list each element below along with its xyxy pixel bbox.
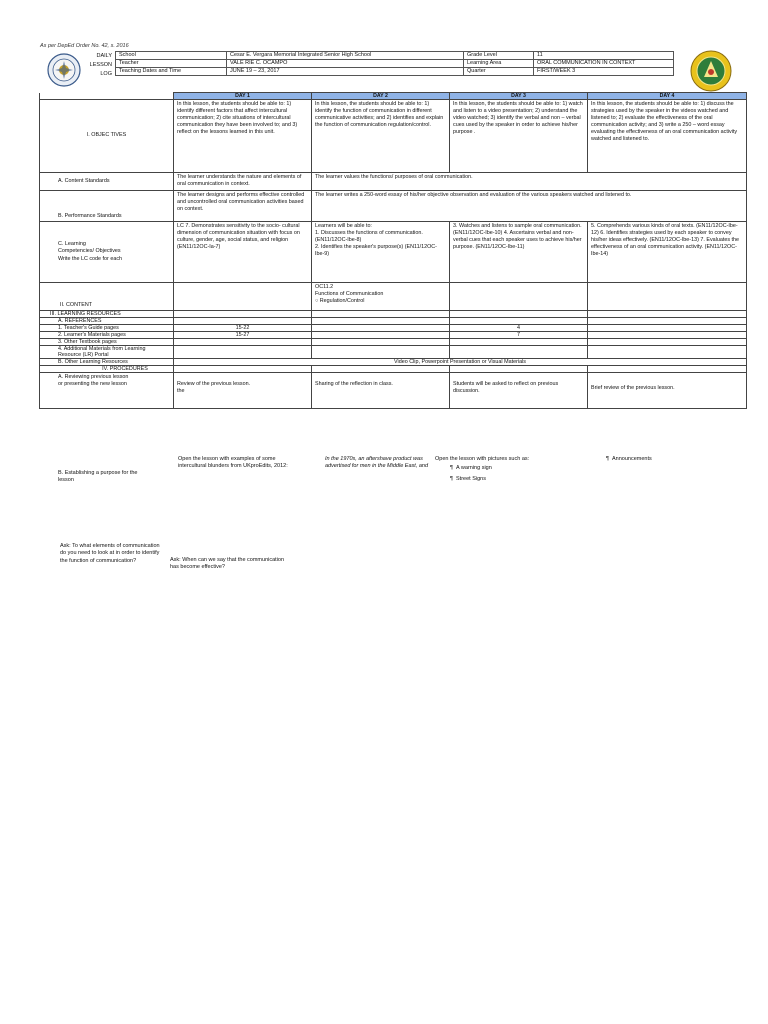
- label-teacher: Teacher: [116, 60, 227, 68]
- objectives-day3: In this lesson, the students should be able to: 1) watch and listen to a video presentation; 2) understand the video watched; 3) identify the verbal and non – verbal cues used by the speaker in order to achieve his/her purpose .: [450, 100, 588, 173]
- procedure-b-day4-item1-text: Announcements: [612, 456, 652, 462]
- value-dates: JUNE 19 – 23, 2017: [227, 68, 464, 76]
- day-header-row: [40, 93, 747, 100]
- other-resources-label: B. Other Learning Resources: [40, 359, 174, 366]
- value-school: Cesar E. Vergara Memorial Integrated Senior High School: [227, 52, 464, 60]
- content-day3: [450, 283, 588, 311]
- procedure-b-day1: Open the lesson with examples of some intercultural blunders from UKproEdits, 2012:: [178, 456, 288, 470]
- learners-materials-row: [40, 332, 747, 339]
- procedure-b-label: B. Establishing a purpose for the lesson: [58, 470, 138, 484]
- procedures-label: IV. PROCEDURES: [40, 366, 174, 373]
- competencies-day2-intro: Learners will be able to:: [315, 223, 372, 229]
- dll-title: [82, 53, 112, 59]
- lesson-log-table: [39, 92, 747, 409]
- value-quarter: FIRST/WEEK 3: [534, 68, 674, 76]
- school-seal-logo: [690, 50, 732, 92]
- header-row-school: [116, 52, 674, 60]
- competencies-day4: 5. Comprehends various kinds of oral texts. (EN11/12OC-Ibe-12) 6. Identifies strategies used by each speaker to convey his/her ideas effectively. (EN11/12OC-Ibe-13) 7. Evaluates the effectiveness of an oral communication activity. (EN11/12OC-Ibe-14): [588, 222, 747, 283]
- deped-seal-logo: [47, 53, 81, 87]
- procedure-a-label: A. Reviewing previous lesson or presenting the new lesson: [40, 373, 174, 409]
- procedures-header-row: [40, 366, 747, 373]
- header-info-table: [115, 51, 674, 76]
- procedure-a-day1-extra: the: [177, 388, 185, 395]
- learners-materials-day3: 7: [450, 332, 588, 339]
- procedure-a-row: [40, 373, 747, 409]
- other-textbook-label: 3. Other Textbook pages: [40, 339, 174, 346]
- competencies-row: [40, 222, 747, 283]
- content-code: OC11.2: [315, 284, 334, 290]
- bullet-icon: ¶: [450, 465, 457, 471]
- procedure-b-day3-item1-text: A warning sign: [456, 465, 492, 471]
- header-row-dates: [116, 68, 674, 76]
- objectives-day4: In this lesson, the students should be able to: 1) discuss the strategies used by the speaker in the videos watched and listened to; 2) evaluate the effectiveness of the oral communication activity; and 3) write a 250 – word essay evaluating the effectiveness of an oral communication activity watched and listened to.: [588, 100, 747, 173]
- procedure-a-day4: Brief review of the previous lesson.: [588, 373, 747, 409]
- competencies-label: C. Learning Competencies/ Objectives Write the LC code for each: [40, 222, 174, 283]
- competencies-day1: LC 7. Demonstrates sensitivity to the socio- cultural dimension of communication situation with focus on culture, gender, age, social status, and religion (EN11/12OC-Ia-7): [174, 222, 312, 283]
- learning-resources-label: III. LEARNING RESOURCES: [40, 311, 174, 318]
- learners-materials-day1: 15-27: [174, 332, 312, 339]
- teachers-guide-label: 1. Teacher's Guide pages: [40, 325, 174, 332]
- procedure-b-day2: In the 1970s, an aftershave product was advertised for men in the Middle East, and: [325, 456, 429, 470]
- procedure-a-day3: Students will be asked to reflect on previous discussion.: [450, 373, 588, 409]
- content-title: Functions of Communication: [315, 291, 384, 298]
- content-standards-label: A. Content Standards: [40, 173, 174, 191]
- label-dates: Teaching Dates and Time: [116, 68, 227, 76]
- objectives-day1: In this lesson, the students should be able to: 1) identify different factors that affect intercultural communication; 2) cite situations of intercultural communication they have been involved to; and 3) reflect on the lessons learned in this unit.: [174, 100, 312, 173]
- content-label: II. CONTENT: [40, 283, 174, 311]
- competencies-day2-item1: 1. Discusses the functions of communication. (EN11/12OC-Ibe-8): [315, 230, 423, 244]
- additional-materials-row: [40, 346, 747, 359]
- competencies-day2-item2: 2. Identifies the speaker's purpose(s) (EN11/12OC-Ibe-9): [315, 244, 437, 258]
- other-textbook-row: [40, 339, 747, 346]
- learners-materials-label: 2. Learner's Materials pages: [40, 332, 174, 339]
- bullet-icon: ¶: [450, 476, 457, 482]
- competencies-day2: [312, 222, 450, 283]
- procedure-b-day3-item2: [450, 476, 486, 483]
- day-4-header: DAY 4: [588, 93, 747, 100]
- day-header-blank: [40, 93, 174, 100]
- additional-materials-label: 4. Additional Materials from Learning Resource (LR) Portal: [40, 346, 174, 359]
- procedure-b-day4-item1: [606, 456, 652, 463]
- content-standards-day2-4: The learner values the functions/ purposes of oral communication.: [312, 173, 747, 191]
- content-standards-day1: The learner understands the nature and elements of oral communication in context.: [174, 173, 312, 191]
- references-row: [40, 318, 747, 325]
- other-resources-row: [40, 359, 747, 366]
- content-day2: [312, 283, 450, 311]
- objectives-label: I. OBJEC TIVES: [40, 100, 174, 173]
- label-school: School: [116, 52, 227, 60]
- content-standards-row: [40, 173, 747, 191]
- procedure-a-day1: [174, 373, 312, 409]
- content-day1: [174, 283, 312, 311]
- value-learning-area: ORAL COMMUNICATION IN CONTEXT: [534, 60, 674, 68]
- performance-standards-label: B. Performance Standards: [40, 191, 174, 222]
- procedure-b-day3-item1: [450, 465, 492, 472]
- procedure-a-day1-text: Review of the previous lesson.: [177, 381, 251, 387]
- other-resources-value: Video Clip, Powerpoint Presentation or Visual Materials: [174, 359, 747, 366]
- content-day4: [588, 283, 747, 311]
- performance-standards-row: [40, 191, 747, 222]
- performance-standards-day2-4: The learner writes a 250-word essay of his/her objective observation and evaluation of the various speakers watched and listened to.: [312, 191, 747, 222]
- procedure-b-day3: Open the lesson with pictures such as:: [435, 456, 530, 462]
- value-grade-level: 11: [534, 52, 674, 60]
- objectives-day2: In this lesson, the students should be able to: 1) identify the function of communication in different communicative activities; and 2) identifies and explain the function of communication regulation/control.: [312, 100, 450, 173]
- competencies-day3: 3. Watches and listens to sample oral communication. (EN11/12OC-Ibe-10) 4. Ascertains verbal and non-verbal cues that each speaker uses to achieve his/her purpose. (EN11/12OC-Ibe-11): [450, 222, 588, 283]
- bullet-icon: ¶: [606, 456, 613, 462]
- references-label: A. REFERENCES: [40, 318, 174, 325]
- teachers-guide-row: [40, 325, 747, 332]
- label-learning-area: Learning Area: [464, 60, 534, 68]
- deped-order-note: As per DepEd Order No. 42, s. 2016: [40, 43, 129, 49]
- ask-elements-question: Ask: To what elements of communication do you need to look at in order to identify the function of communication?: [60, 543, 160, 564]
- teachers-guide-day3: 4: [450, 325, 588, 332]
- ask-effective-question: Ask: When can we say that the communication has become effective?: [170, 557, 285, 571]
- content-row: [40, 283, 747, 311]
- dll-daily: DAILY: [96, 53, 112, 59]
- dll-lesson: LESSON: [89, 62, 112, 68]
- dll-log: LOG: [100, 71, 112, 77]
- day-1-header: DAY 1: [174, 93, 312, 100]
- header-row-teacher: [116, 60, 674, 68]
- procedure-a-day2: Sharing of the reflection in class.: [312, 373, 450, 409]
- label-quarter: Quarter: [464, 68, 534, 76]
- performance-standards-day1: The learner designs and performs effective controlled and uncontrolled oral communication activities based on context.: [174, 191, 312, 222]
- objectives-row: [40, 100, 747, 173]
- day-3-header: DAY 3: [450, 93, 588, 100]
- day-2-header: DAY 2: [312, 93, 450, 100]
- content-subtopic: ○ Regulation/Control: [315, 298, 365, 305]
- teachers-guide-day1: 15-22: [174, 325, 312, 332]
- learning-resources-row: [40, 311, 747, 318]
- procedure-b-day3-item2-text: Street Signs: [456, 476, 486, 482]
- label-grade-level: Grade Level: [464, 52, 534, 60]
- value-teacher: VALE RIE C. OCAMPO: [227, 60, 464, 68]
